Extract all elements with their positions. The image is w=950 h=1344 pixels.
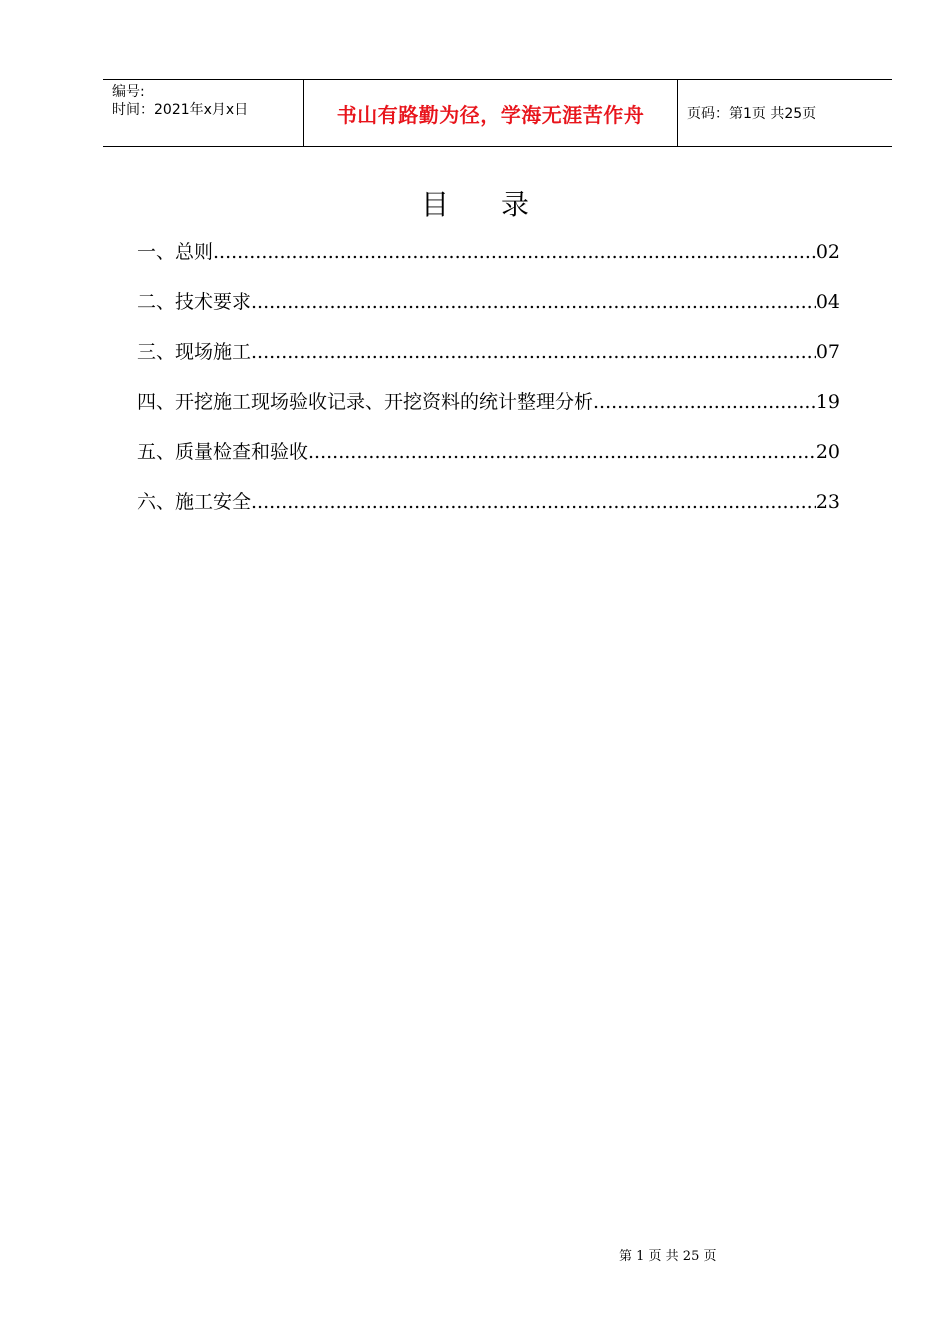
toc-item[interactable] xyxy=(137,336,840,386)
toc-dot-leader xyxy=(213,236,816,268)
toc-item[interactable] xyxy=(137,436,840,486)
toc-item[interactable] xyxy=(137,486,840,536)
header-motto: 书山有路勤为径，学海无涯苦作舟 xyxy=(304,80,678,146)
document-number-label: 编号: xyxy=(112,84,145,100)
toc-item-label: 六、施工安全 xyxy=(137,491,252,513)
toc-item-page: 19 xyxy=(815,391,840,413)
toc-item-label: 四、开挖施工现场验收记录、开挖资料的统计整理分析 xyxy=(137,391,594,413)
toc-dot-leader xyxy=(251,286,816,318)
toc-item[interactable] xyxy=(137,236,840,286)
toc-dot-leader xyxy=(593,386,816,418)
table-of-contents xyxy=(137,236,840,536)
toc-item-label: 一、总则 xyxy=(137,241,214,263)
toc-item-page: 07 xyxy=(815,341,840,363)
toc-dot-leader xyxy=(251,336,816,368)
toc-item-label: 五、质量检查和验收 xyxy=(137,441,309,463)
page-footer: 第 1 页 共 25 页 xyxy=(619,1249,717,1264)
toc-dot-leader xyxy=(251,486,816,518)
toc-dot-leader xyxy=(308,436,816,468)
header-page-info: 页码：第1页 共25页 xyxy=(687,106,817,122)
toc-item-page: 04 xyxy=(815,291,840,313)
toc-item-page: 20 xyxy=(815,441,840,463)
document-header xyxy=(103,79,892,147)
toc-item[interactable] xyxy=(137,386,840,436)
toc-item-label: 三、现场施工 xyxy=(137,341,252,363)
toc-item[interactable] xyxy=(137,286,840,336)
toc-item-label: 二、技术要求 xyxy=(137,291,252,313)
page-title: 目录 xyxy=(420,188,581,221)
document-time-label: 时间：2021年x月x日 xyxy=(112,102,249,118)
header-meta-cell xyxy=(103,80,304,146)
toc-item-page: 23 xyxy=(815,491,840,513)
toc-item-page: 02 xyxy=(815,241,840,263)
